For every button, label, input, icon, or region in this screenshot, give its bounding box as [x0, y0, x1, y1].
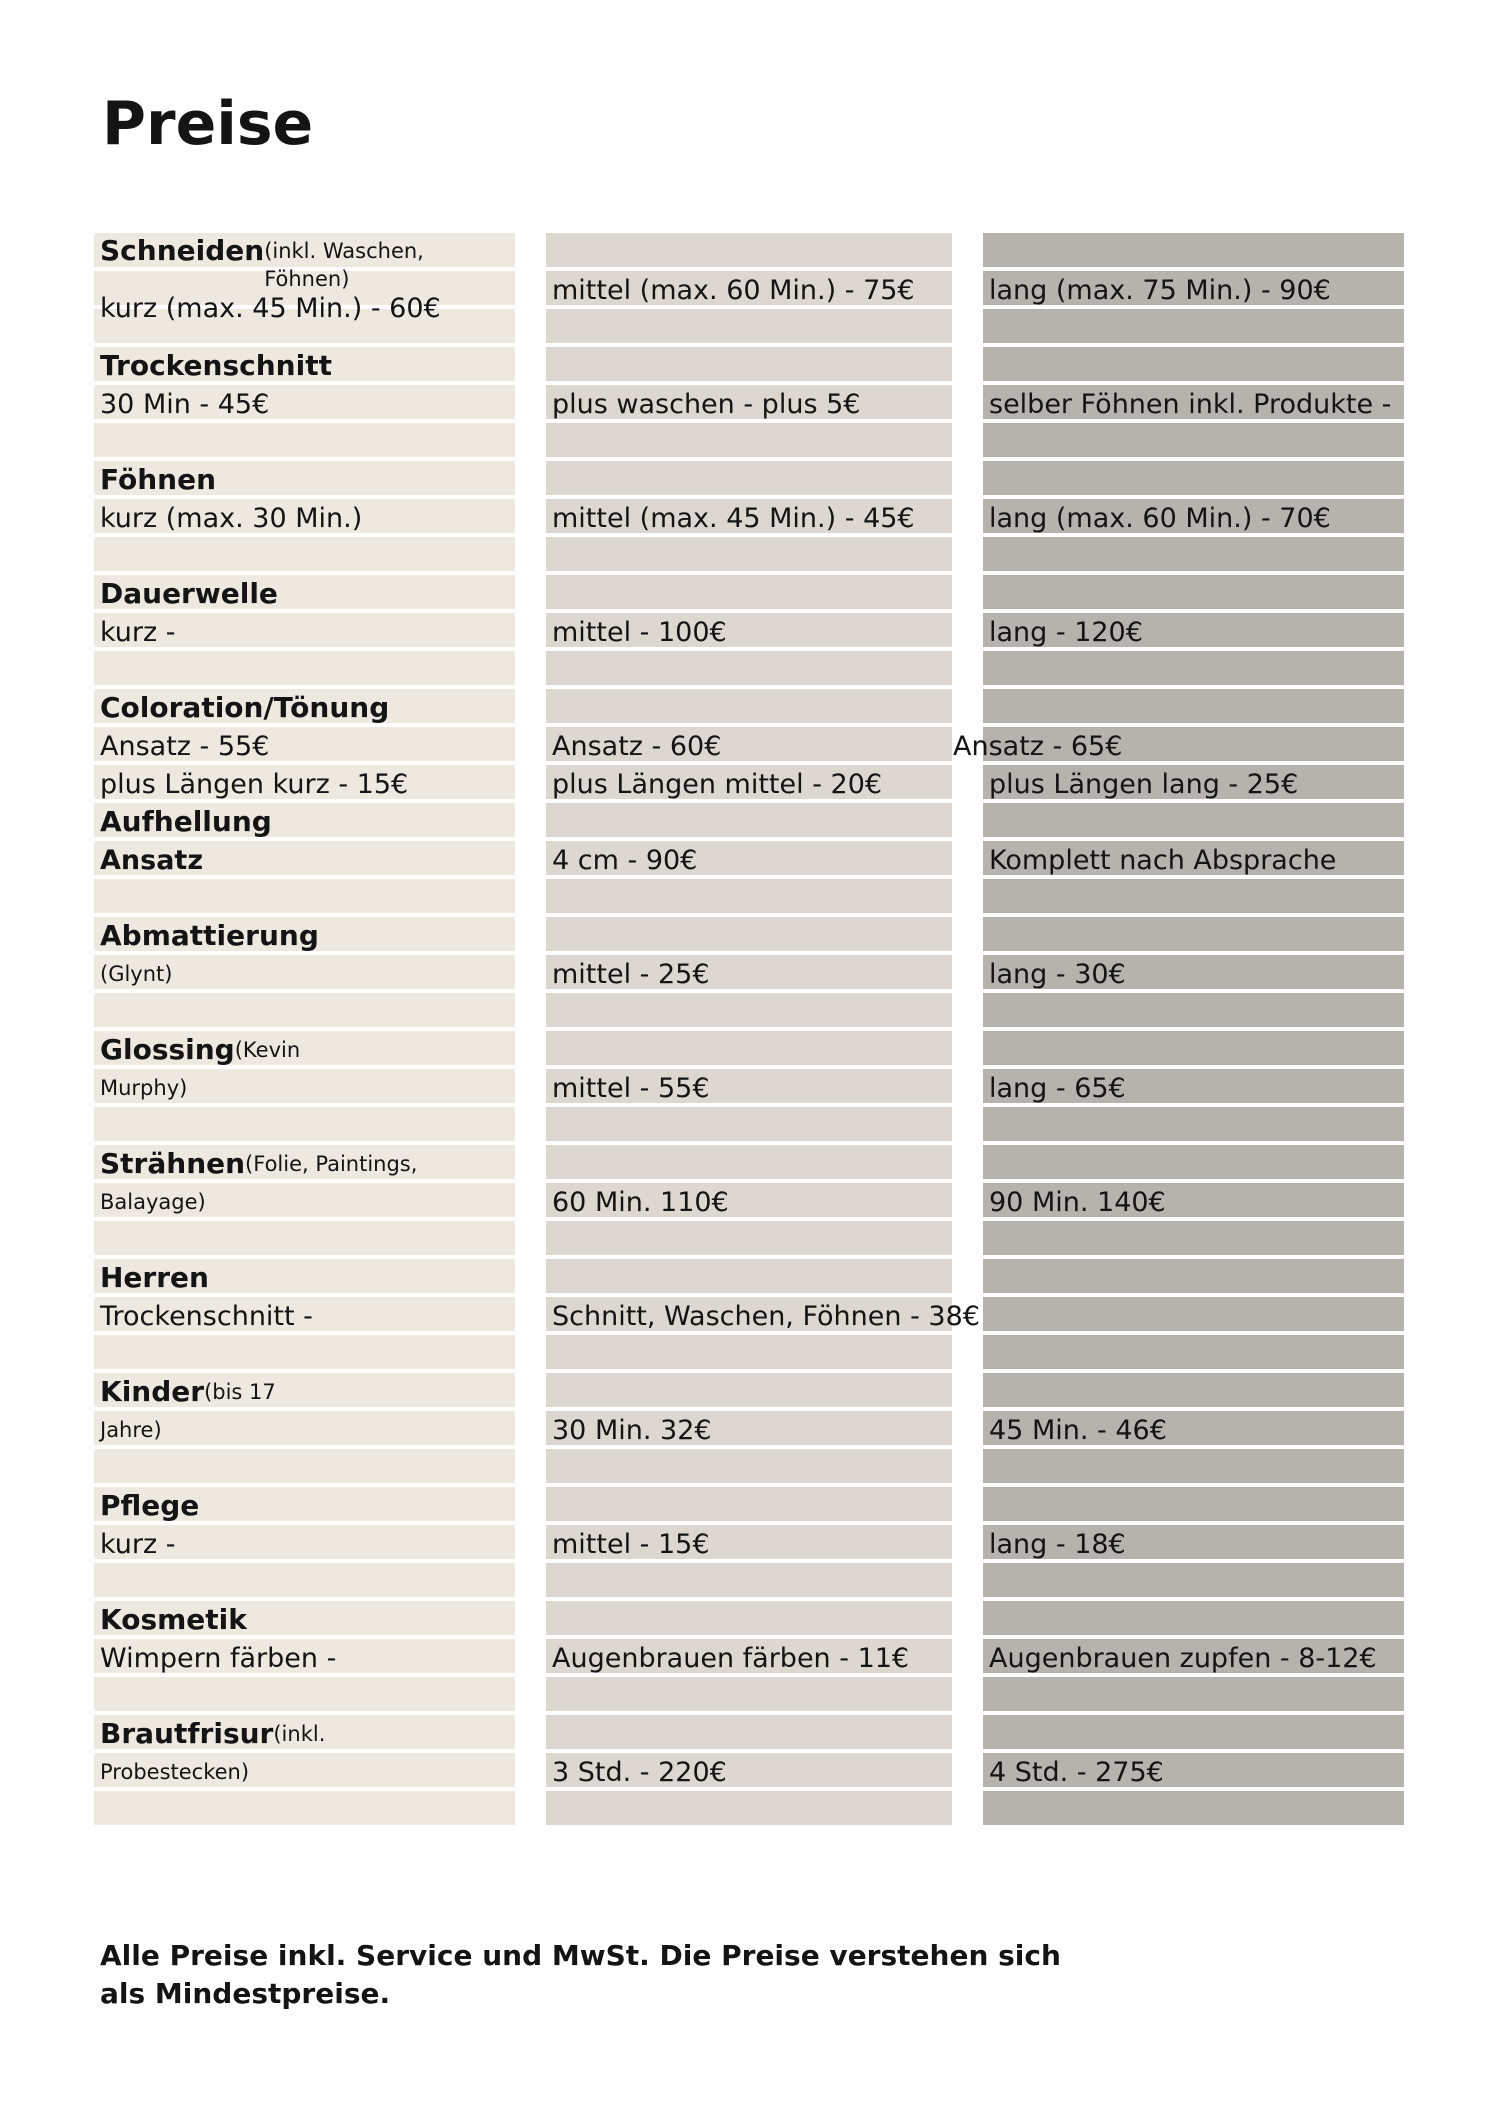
stripe: [983, 1297, 1404, 1331]
stripe: [983, 917, 1404, 951]
stripe: [546, 1221, 952, 1255]
stripe: [546, 575, 952, 609]
price-cell: mittel (max. 60 Min.) - 75€: [552, 274, 915, 306]
price-cell: plus Längen mittel - 20€: [552, 768, 883, 800]
price-cell: kurz (max. 30 Min.): [100, 502, 363, 534]
stripe: [94, 1791, 515, 1825]
stripe: [546, 309, 952, 343]
stripe: [983, 461, 1404, 495]
service-name: Dauerwelle: [100, 577, 278, 610]
stripe: [546, 993, 952, 1027]
price-cell: lang - 120€: [989, 616, 1143, 648]
price-cell: lang - 65€: [989, 1072, 1126, 1104]
service-name-cell: [94, 575, 278, 613]
service-note: (Folie, Paintings,: [245, 1151, 418, 1176]
price-cell: lang (max. 60 Min.) - 70€: [989, 502, 1331, 534]
service-note: (bis 17: [204, 1379, 276, 1404]
service-note-continued: Jahre): [100, 1417, 162, 1442]
stripe: [983, 309, 1404, 343]
stripe: [546, 1031, 952, 1065]
service-name: Abmattierung: [100, 919, 319, 952]
stripe: [94, 423, 515, 457]
price-cell: selber Föhnen inkl. Produkte -: [989, 388, 1392, 420]
stripe: [94, 879, 515, 913]
service-name: Föhnen: [100, 463, 217, 496]
price-cell: mittel - 100€: [552, 616, 727, 648]
service-name-cell: [94, 1031, 300, 1069]
service-name-cell: [94, 347, 332, 385]
stripe: [983, 1487, 1404, 1521]
stripe: [983, 1449, 1404, 1483]
service-note: (inkl.: [273, 1721, 326, 1746]
price-cell: 30 Min. 32€: [552, 1414, 712, 1446]
stripe: [983, 1373, 1404, 1407]
price-cell: kurz -: [100, 616, 176, 648]
service-name: Aufhellung: [100, 805, 272, 838]
stripe: [94, 1449, 515, 1483]
stripe: [546, 1107, 952, 1141]
stripe: [983, 537, 1404, 571]
stripe: [546, 461, 952, 495]
price-cell: Augenbrauen zupfen - 8-12€: [989, 1642, 1377, 1674]
stripe: [94, 1335, 515, 1369]
stripe: [983, 1145, 1404, 1179]
price-cell: Schnitt, Waschen, Föhnen - 38€: [552, 1300, 980, 1332]
service-name: Strähnen: [100, 1147, 246, 1180]
stripe: [546, 347, 952, 381]
price-cell: Ansatz - 55€: [100, 730, 270, 762]
stripe: [546, 651, 952, 685]
stripe: [546, 1677, 952, 1711]
service-name: Pflege: [100, 1489, 200, 1522]
stripe: [546, 1373, 952, 1407]
stripe: [546, 803, 952, 837]
stripe: [546, 1715, 952, 1749]
price-cell: mittel (max. 45 Min.) - 45€: [552, 502, 915, 534]
price-cell: Wimpern färben -: [100, 1642, 337, 1674]
price-cell: lang (max. 75 Min.) - 90€: [989, 274, 1331, 306]
stripe: [546, 689, 952, 723]
stripe: [94, 1677, 515, 1711]
stripe: [983, 575, 1404, 609]
service-name: Brautfrisur: [100, 1717, 274, 1750]
service-note: (inkl. Waschen, Föhnen): [264, 239, 424, 291]
price-cell: kurz -: [100, 1528, 176, 1560]
stripe: [94, 651, 515, 685]
price-cell: plus waschen - plus 5€: [552, 388, 861, 420]
stripe: [546, 1449, 952, 1483]
price-column-3: [953, 233, 1404, 1829]
service-name: Herren: [100, 1261, 209, 1294]
stripe: [94, 537, 515, 571]
stripe: [983, 1715, 1404, 1749]
price-cell: Augenbrauen färben - 11€: [552, 1642, 910, 1674]
service-name-cell: [94, 1487, 199, 1525]
price-cell: 4 cm - 90€: [552, 844, 698, 876]
stripe: [546, 1259, 952, 1293]
stripe: [983, 993, 1404, 1027]
stripe: [546, 1335, 952, 1369]
price-cell: 60 Min. 110€: [552, 1186, 729, 1218]
footer-note: Alle Preise inkl. Service und MwSt. Die Preise verstehen sich als Mindestpreise.: [100, 1939, 1061, 2010]
price-cell: mittel - 15€: [552, 1528, 710, 1560]
stripe: [983, 1259, 1404, 1293]
stripe: [983, 803, 1404, 837]
service-subname: Ansatz: [100, 844, 204, 876]
stripe: [983, 423, 1404, 457]
service-note: (Kevin: [234, 1037, 301, 1062]
price-cell: 4 Std. - 275€: [989, 1756, 1164, 1788]
service-note-continued: Murphy): [100, 1075, 188, 1100]
stripe: [983, 1563, 1404, 1597]
price-cell: Ansatz - 65€: [953, 730, 1123, 762]
price-cell: kurz (max. 45 Min.) - 60€: [100, 292, 441, 324]
service-name-cell: [94, 1715, 325, 1753]
service-note: (Glynt): [100, 961, 173, 986]
stripe: [546, 1791, 952, 1825]
service-name-cell: [94, 1259, 209, 1297]
stripe: [983, 1031, 1404, 1065]
stripe: [983, 347, 1404, 381]
service-name-cell: [94, 803, 272, 841]
price-column-2: [546, 233, 980, 1829]
service-note-continued: Probestecken): [100, 1759, 250, 1784]
stripe: [546, 423, 952, 457]
service-name: Glossing: [100, 1033, 235, 1066]
price-cell: Ansatz - 60€: [552, 730, 722, 762]
stripe: [983, 1107, 1404, 1141]
stripe: [94, 1107, 515, 1141]
stripe: [546, 1601, 952, 1635]
stripe: [546, 917, 952, 951]
stripe: [546, 879, 952, 913]
service-name-cell: [94, 461, 216, 499]
price-cell: plus Längen kurz - 15€: [100, 768, 409, 800]
service-name-cell: [94, 1601, 247, 1639]
stripe: [983, 1677, 1404, 1711]
price-cell: Komplett nach Absprache: [989, 844, 1337, 876]
stripe: [983, 689, 1404, 723]
stripe: [546, 233, 952, 267]
stripe: [94, 1221, 515, 1255]
service-name: Kinder: [100, 1375, 205, 1408]
stripe: [983, 1335, 1404, 1369]
page-title: Preise: [102, 89, 314, 159]
service-note-continued: Balayage): [100, 1189, 206, 1214]
stripe: [983, 1791, 1404, 1825]
stripe: [546, 1487, 952, 1521]
price-cell: Trockenschnitt -: [100, 1300, 313, 1332]
price-cell: 90 Min. 140€: [989, 1186, 1166, 1218]
service-name: Schneiden: [100, 234, 265, 267]
price-cell: 3 Std. - 220€: [552, 1756, 727, 1788]
service-name-cell: [94, 689, 389, 727]
service-name: Kosmetik: [100, 1603, 247, 1636]
price-cell: plus Längen lang - 25€: [989, 768, 1299, 800]
stripe: [983, 879, 1404, 913]
stripe: [983, 233, 1404, 267]
price-cell: lang - 18€: [989, 1528, 1126, 1560]
stripe: [546, 1145, 952, 1179]
price-cell: mittel - 25€: [552, 958, 710, 990]
price-cell: mittel - 55€: [552, 1072, 710, 1104]
stripe: [94, 1563, 515, 1597]
stripe: [983, 1221, 1404, 1255]
price-column-1: [94, 233, 515, 1829]
stripe: [94, 993, 515, 1027]
stripe: [546, 1563, 952, 1597]
price-cell: 30 Min - 45€: [100, 388, 270, 420]
stripe: [983, 1601, 1404, 1635]
stripe: [546, 537, 952, 571]
service-name: Coloration/Tönung: [100, 691, 390, 724]
price-cell: 45 Min. - 46€: [989, 1414, 1167, 1446]
service-name: Trockenschnitt: [100, 349, 332, 382]
service-name-cell: [94, 1145, 417, 1183]
stripe: [983, 651, 1404, 685]
service-name-cell: [94, 917, 319, 955]
price-cell: lang - 30€: [989, 958, 1126, 990]
service-name-cell: [94, 1373, 276, 1411]
